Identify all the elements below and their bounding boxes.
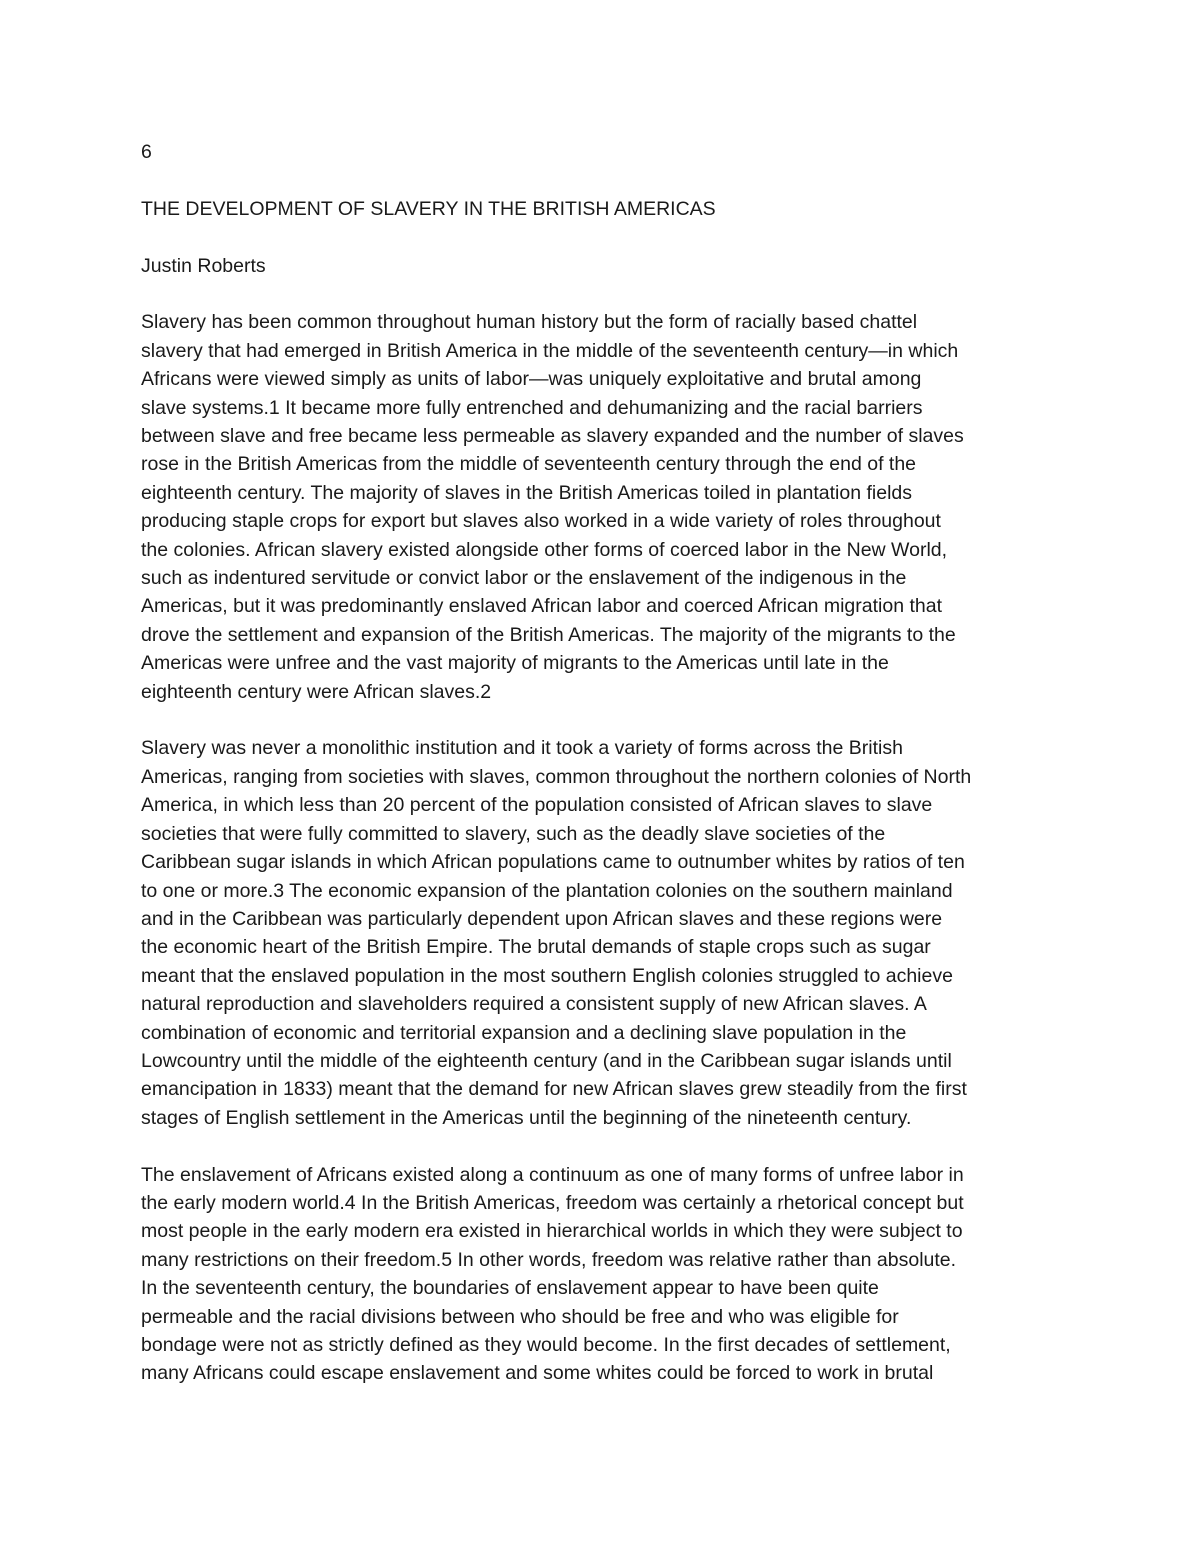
paragraph-line: The enslavement of Africans existed along a continuum as one of many forms of unfree labor in xyxy=(141,1163,964,1186)
paragraph-line: eighteenth century were African slaves.2 xyxy=(141,680,492,703)
paragraph-line: permeable and the racial divisions between who should be free and who was eligible for xyxy=(141,1305,899,1328)
paragraph-line: most people in the early modern era existed in hierarchical worlds in which they were subject to xyxy=(141,1220,963,1243)
body-text xyxy=(141,308,1071,1387)
paragraph-line: between slave and free became less permeable as slavery expanded and the number of slaves xyxy=(141,425,964,448)
paragraph-line: many Africans could escape enslavement and some whites could be forced to work in brutal xyxy=(141,1362,934,1385)
paragraph-line: combination of economic and territorial expansion and a declining slave population in the xyxy=(141,1021,907,1044)
paragraph-line: meant that the enslaved population in the most southern English colonies struggled to achieve xyxy=(141,964,953,987)
paragraph-line: bondage were not as strictly defined as they would become. In the first decades of settlement, xyxy=(141,1333,951,1356)
paragraph-line: Caribbean sugar islands in which African populations came to outnumber whites by ratios of ten xyxy=(141,851,965,874)
paragraph-line: societies that were fully committed to slavery, such as the deadly slave societies of the xyxy=(141,822,886,845)
paragraph-line: eighteenth century. The majority of slaves in the British Americas toiled in plantation fields xyxy=(141,481,913,504)
paragraph-line: emancipation in 1833) meant that the demand for new African slaves grew steadily from the first xyxy=(141,1078,967,1101)
document-page xyxy=(141,138,1071,1416)
paragraph-line: Slavery has been common throughout human history but the form of racially based chattel xyxy=(141,311,918,334)
paragraph-line: producing staple crops for export but slaves also worked in a wide variety of roles throughout xyxy=(141,510,941,533)
paragraph-line: stages of English settlement in the Americas until the beginning of the nineteenth century. xyxy=(141,1106,912,1129)
paragraph-line: to one or more.3 The economic expansion of the plantation colonies on the southern mainland xyxy=(141,879,953,902)
paragraph-line: Africans were viewed simply as units of labor—was uniquely exploitative and brutal among xyxy=(141,368,922,391)
paragraph-line: and in the Caribbean was particularly dependent upon African slaves and these regions were xyxy=(141,907,943,930)
paragraph-line: such as indentured servitude or convict labor or the enslavement of the indigenous in the xyxy=(141,567,907,590)
paragraph-line: many restrictions on their freedom.5 In other words, freedom was relative rather than absolute. xyxy=(141,1248,957,1271)
paragraph-line: Lowcountry until the middle of the eighteenth century (and in the Caribbean sugar islands until xyxy=(141,1049,952,1072)
paragraph-line: slave systems.1 It became more fully entrenched and dehumanizing and the racial barriers xyxy=(141,396,923,419)
paragraph-line: drove the settlement and expansion of the British Americas. The majority of the migrants to the xyxy=(141,623,956,646)
body-paragraph xyxy=(141,734,1071,1132)
paragraph-line: Americas were unfree and the vast majority of migrants to the Americas until late in the xyxy=(141,652,889,675)
paragraph-line: natural reproduction and slaveholders required a consistent supply of new African slaves. A xyxy=(141,993,927,1016)
body-paragraph xyxy=(141,1161,1071,1388)
paragraph-line: Americas, ranging from societies with slaves, common throughout the northern colonies of North xyxy=(141,765,972,788)
paragraph-line: slavery that had emerged in British America in the middle of the seventeenth century—in which xyxy=(141,339,959,362)
page-number: 6 xyxy=(141,141,152,163)
author-name: Justin Roberts xyxy=(141,254,266,277)
paragraph-line: America, in which less than 20 percent of the population consisted of African slaves to slave xyxy=(141,794,933,817)
paragraph-line: the economic heart of the British Empire. The brutal demands of staple crops such as sugar xyxy=(141,936,931,959)
paragraph-line: Slavery was never a monolithic institution and it took a variety of forms across the British xyxy=(141,737,903,760)
paragraph-line: In the seventeenth century, the boundaries of enslavement appear to have been quite xyxy=(141,1277,879,1300)
paragraph-line: the colonies. African slavery existed alongside other forms of coerced labor in the New World, xyxy=(141,538,948,561)
document-title: THE DEVELOPMENT OF SLAVERY IN THE BRITISH AMERICAS xyxy=(141,197,716,220)
paragraph-line: Americas, but it was predominantly enslaved African labor and coerced African migration that xyxy=(141,595,942,618)
paragraph-line: the early modern world.4 In the British Americas, freedom was certainly a rhetorical concept but xyxy=(141,1191,964,1214)
paragraph-line: rose in the British Americas from the middle of seventeenth century through the end of the xyxy=(141,453,917,476)
body-paragraph xyxy=(141,308,1071,706)
